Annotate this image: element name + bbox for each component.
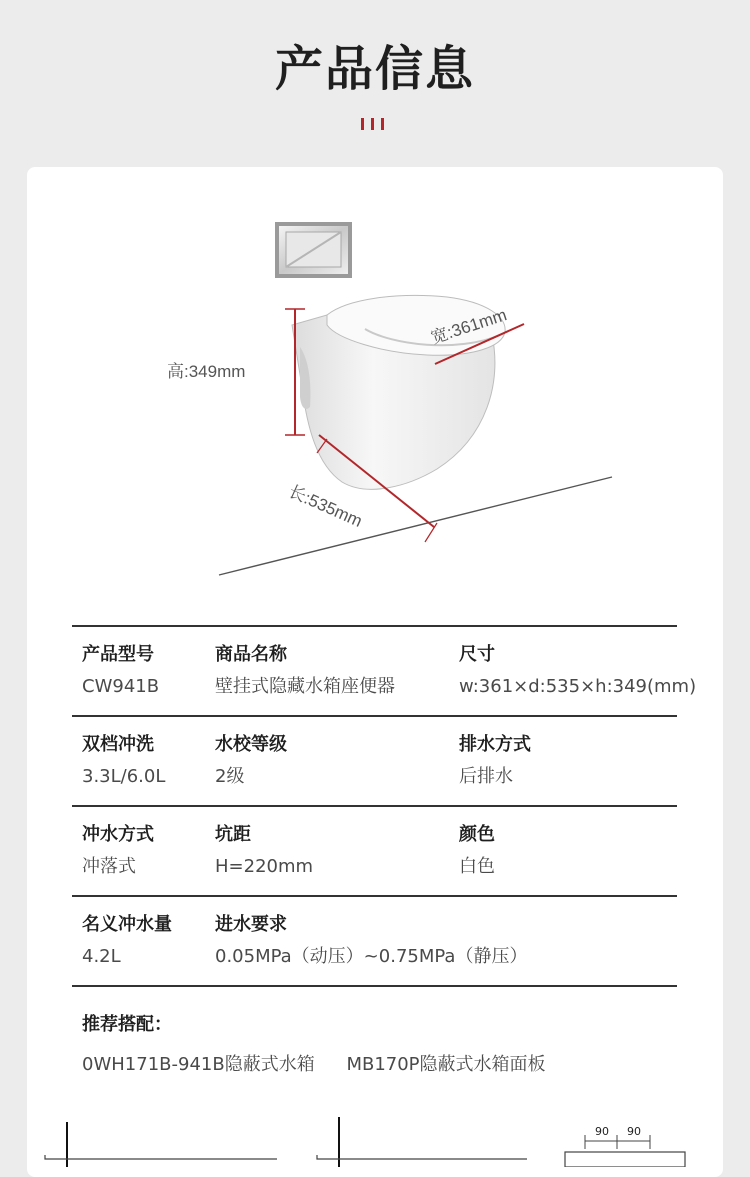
page-title: 产品信息 <box>274 41 475 97</box>
spec-key: 进水要求 <box>215 914 287 935</box>
spec-value: w:361×d:535×h:349(mm) <box>459 676 697 697</box>
technical-drawings <box>27 1097 723 1167</box>
spec-key: 水校等级 <box>215 734 287 755</box>
width-label: 宽:361mm <box>428 305 510 348</box>
spec-value: 0.05MPa（动压）~0.75MPa（静压） <box>215 946 528 967</box>
spec-value: 壁挂式隐藏水箱座便器 <box>215 676 395 697</box>
title-accent-icon <box>361 118 391 130</box>
spec-row <box>72 625 697 715</box>
spec-key: 颜色 <box>459 824 495 845</box>
toilet-illustration <box>167 207 647 587</box>
spec-table <box>72 625 697 987</box>
spec-key: 坑距 <box>215 824 251 845</box>
product-info-card <box>27 167 723 1177</box>
spec-row <box>72 895 677 987</box>
product-figure <box>167 207 647 587</box>
spec-key: 尺寸 <box>459 644 495 665</box>
recommend-section <box>82 1010 702 1076</box>
drawing-dim-b: 90 <box>627 1125 641 1138</box>
spec-value: 冲落式 <box>82 856 136 877</box>
spec-value: 4.2L <box>82 946 121 967</box>
recommend-label: 推荐搭配： <box>82 1014 172 1035</box>
spec-value: 后排水 <box>459 766 513 787</box>
flush-plate-icon <box>275 222 352 278</box>
length-label: 长:535mm <box>285 481 366 531</box>
spec-value: 白色 <box>459 856 495 877</box>
height-label: 高:349mm <box>167 362 246 381</box>
spec-value: 3.3L/6.0L <box>82 766 166 787</box>
spec-row <box>72 805 677 895</box>
spec-key: 排水方式 <box>459 734 531 755</box>
spec-row <box>72 715 677 805</box>
spec-value: H=220mm <box>215 856 314 877</box>
drawing-outline <box>27 1097 723 1167</box>
spec-key: 名义冲水量 <box>82 914 172 935</box>
drawing-dim-a: 90 <box>595 1125 609 1138</box>
recommend-item: MB170P隐蔽式水箱面板 <box>346 1054 546 1075</box>
spec-value: CW941B <box>82 676 160 697</box>
spec-value: 2级 <box>215 766 245 787</box>
spec-key: 冲水方式 <box>82 824 154 845</box>
spec-key: 产品型号 <box>82 644 154 665</box>
spec-key: 双档冲洗 <box>82 734 154 755</box>
spec-key: 商品名称 <box>215 644 287 665</box>
recommend-item: 0WH171B-941B隐蔽式水箱 <box>82 1054 315 1075</box>
